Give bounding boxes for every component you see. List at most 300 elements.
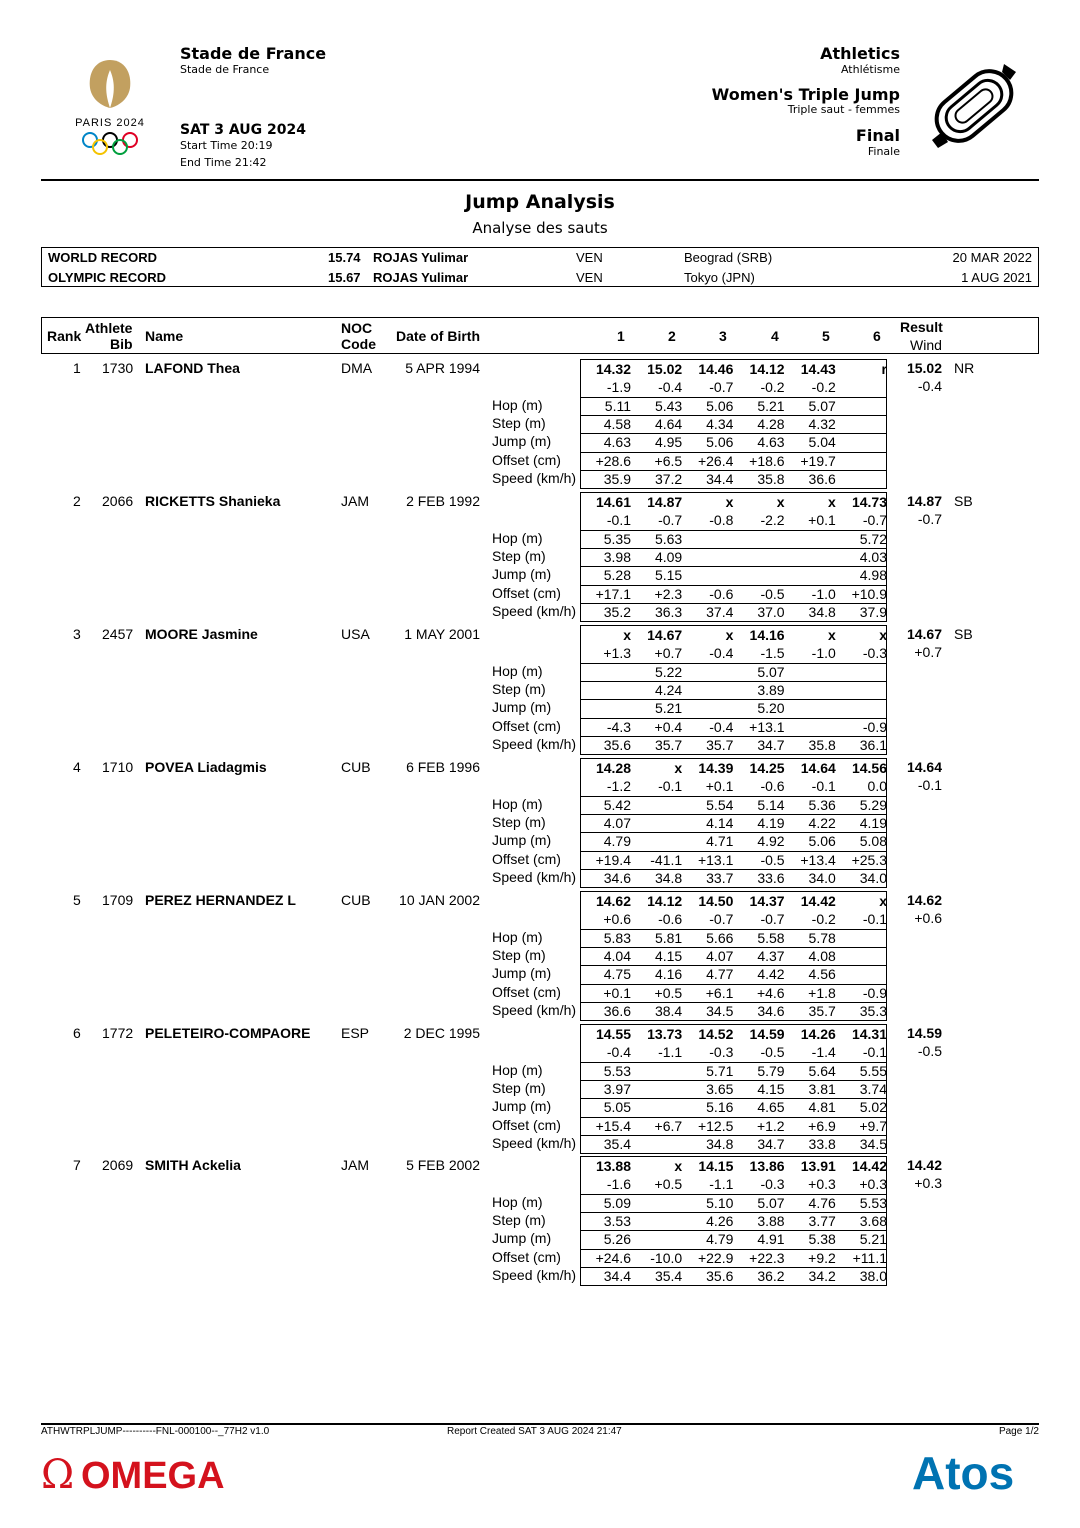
attempt-4-step: 3.88: [757, 1212, 785, 1229]
attempt-3-hop: 5.66: [706, 929, 734, 946]
footer-page-number: Page 1/2: [998, 1426, 1039, 1437]
attempt-1-offset: +24.6: [595, 1249, 631, 1266]
record-place: Beograd (SRB): [684, 250, 773, 265]
attempt-1-step: 3.98: [603, 548, 631, 565]
svg-text:OMEGA: OMEGA: [81, 1455, 225, 1496]
row-label: Offset (cm): [492, 451, 561, 468]
attempt-3-winds: -0.3: [709, 1044, 734, 1061]
attempt-2-jump: 4.95: [654, 434, 683, 451]
row-label: Hop (m): [492, 795, 543, 812]
attempt-4-winds: -2.2: [760, 512, 785, 529]
attempt-3-marks: x: [725, 627, 734, 643]
attempt-2-step: 4.64: [654, 415, 683, 432]
attempt-5-offset: +13.4: [800, 851, 836, 868]
attempt-6-speed: 37.9: [859, 603, 887, 620]
attempt-speed-row: [581, 1135, 886, 1153]
attempt-6-offset: -0.9: [862, 718, 887, 735]
record-label: OLYMPIC RECORD: [48, 270, 166, 285]
attempt-2-step: 4.24: [654, 681, 683, 698]
attempt-3-offset: -0.4: [709, 718, 734, 735]
attempt-1-jump: 4.63: [603, 434, 631, 451]
attempt-2-offset: +6.5: [654, 452, 683, 469]
attempt-3-jump: 5.06: [706, 434, 734, 451]
attempt-6-step: 3.68: [859, 1212, 887, 1229]
col-dob: Date of Birth: [396, 328, 480, 344]
attempt-winds-row: [581, 1043, 886, 1061]
athlete-name: LAFOND Thea: [145, 360, 240, 376]
attempt-2-winds: -1.1: [658, 1044, 683, 1061]
attempt-5-step: 4.32: [808, 415, 836, 432]
attempt-5-jump: 4.56: [808, 966, 836, 983]
attempt-5-speed: 34.2: [808, 1267, 836, 1284]
attempt-4-marks: 14.25: [749, 760, 785, 776]
attempt-5-winds: -1.4: [811, 1044, 836, 1061]
attempt-3-step: 4.07: [706, 947, 734, 964]
attempt-offset-row: [581, 1249, 886, 1267]
attempt-4-offset: -0.5: [760, 851, 785, 868]
attempt-4-jump: 4.63: [757, 434, 785, 451]
row-label: Step (m): [492, 1079, 546, 1096]
col-bib: Bib: [110, 336, 133, 352]
world-record-row: [42, 248, 1038, 268]
attempt-6-jump: 5.21: [859, 1231, 887, 1248]
attempt-6-speed: 35.3: [859, 1002, 887, 1019]
attempt-2-step: 4.09: [654, 548, 683, 565]
attempt-1-jump: 5.05: [603, 1099, 631, 1116]
attempt-3-winds: -1.1: [709, 1176, 734, 1193]
col-result: Result: [900, 319, 943, 335]
attempt-1-marks: 14.62: [595, 893, 631, 909]
attempt-1-hop: 5.83: [603, 929, 631, 946]
athlete-rank: 4: [73, 759, 81, 775]
athlete-block: [41, 891, 1039, 1023]
header-divider: [41, 179, 1039, 181]
attempt-hop-row: [581, 397, 886, 415]
row-label: Jump (m): [492, 566, 552, 583]
attempt-5-winds: -0.2: [811, 911, 836, 928]
attempt-1-speed: 36.6: [603, 1002, 631, 1019]
omega-logo: [41, 1450, 275, 1496]
row-label: Jump (m): [492, 1230, 552, 1247]
attempt-1-step: 4.58: [603, 415, 631, 432]
record-place: Tokyo (JPN): [684, 270, 755, 285]
attempt-4-hop: 5.14: [757, 796, 785, 813]
attempt-6-hop: 5.72: [859, 530, 887, 547]
attempt-4-marks: 14.12: [749, 361, 785, 377]
athlete-dob: 6 FEB 1996: [406, 759, 480, 775]
athlete-name: RICKETTS Shanieka: [145, 493, 281, 509]
attempt-4-hop: 5.07: [757, 663, 785, 680]
col-noc: NOC: [341, 320, 373, 336]
attempt-jump-row: [581, 832, 886, 850]
attempt-3-offset: +12.5: [697, 1117, 734, 1134]
attempt-2-offset: -41.1: [650, 851, 683, 868]
athlete-result-wind: +0.3: [914, 1175, 942, 1191]
attempt-marks-row: [581, 626, 886, 644]
attempt-2-marks: 14.12: [647, 893, 683, 909]
records-box: [41, 247, 1039, 287]
attempt-5-speed: 36.6: [808, 470, 836, 487]
attempt-5-offset: -1.0: [811, 585, 836, 602]
row-label: Speed (km/h): [492, 602, 577, 619]
attempt-1-offset: +15.4: [595, 1117, 631, 1134]
attempt-3-speed: 35.7: [706, 736, 734, 753]
attempt-3-speed: 34.8: [706, 1135, 734, 1152]
attempt-4-marks: 14.16: [749, 627, 785, 643]
attempt-6-offset: +10.9: [851, 585, 887, 602]
attempt-2-offset: +2.3: [654, 585, 683, 602]
attempt-2-marks: x: [674, 1158, 683, 1174]
attempt-5-offset: +9.2: [808, 1249, 836, 1266]
attempt-3-speed: 33.7: [706, 869, 734, 886]
attempt-6-marks: x: [879, 627, 887, 643]
attempt-2-marks: 15.02: [647, 361, 683, 377]
record-noc: VEN: [576, 270, 603, 285]
athlete-noc: DMA: [341, 360, 373, 376]
attempt-4-hop: 5.07: [757, 1194, 785, 1211]
athlete-bib: 2066: [102, 493, 134, 509]
attempt-4-marks: 13.86: [749, 1158, 785, 1174]
row-label: Offset (cm): [492, 850, 561, 867]
attempt-5-winds: -0.2: [811, 379, 836, 396]
row-label: Offset (cm): [492, 584, 561, 601]
olympic-record-row: [42, 268, 1038, 288]
attempt-4-speed: 34.7: [757, 1135, 785, 1152]
row-label: Jump (m): [492, 832, 552, 849]
attempt-4-offset: +4.6: [756, 984, 785, 1001]
attempt-3-offset: +26.4: [697, 452, 734, 469]
col-attempt-6: 6: [873, 328, 881, 344]
athlete-dob: 1 MAY 2001: [404, 626, 480, 642]
attempt-3-marks: 14.52: [698, 1026, 734, 1042]
attempt-5-hop: 4.76: [808, 1194, 836, 1211]
attempt-2-offset: +6.7: [654, 1117, 683, 1134]
attempt-3-hop: 5.54: [706, 796, 734, 813]
attempt-4-marks: x: [776, 494, 785, 510]
attempt-1-hop: 5.35: [603, 530, 631, 547]
attempt-4-jump: 4.92: [757, 833, 785, 850]
attempt-4-winds: -0.2: [760, 379, 785, 396]
svg-text:Ω: Ω: [41, 1452, 75, 1496]
row-label: Speed (km/h): [492, 1001, 577, 1018]
col-attempt-1: 1: [617, 328, 625, 344]
attempt-4-step: 4.15: [757, 1080, 785, 1097]
athlete-name: MOORE Jasmine: [145, 626, 258, 642]
phase-subtitle: Finale: [867, 145, 900, 158]
attempt-6-speed: 36.1: [859, 736, 887, 753]
attempt-3-speed: 35.6: [706, 1267, 734, 1284]
athlete-name: PEREZ HERNANDEZ L: [145, 892, 296, 908]
attempt-3-winds: -0.7: [709, 379, 734, 396]
record-holder: ROJAS Yulimar: [373, 270, 469, 285]
attempt-6-jump: 4.98: [859, 567, 887, 584]
attempt-5-offset: +6.9: [808, 1117, 836, 1134]
attempt-6-offset: +9.7: [859, 1117, 887, 1134]
attempt-6-hop: 5.29: [859, 796, 887, 813]
attempt-1-speed: 35.4: [603, 1135, 631, 1152]
attempt-6-winds: -0.1: [862, 911, 887, 928]
attempt-3-speed: 34.5: [706, 1002, 734, 1019]
attempt-step-row: [581, 1080, 886, 1098]
row-label: Offset (cm): [492, 1248, 561, 1265]
athlete-rank: 5: [73, 892, 81, 908]
attempt-4-step: 4.19: [757, 814, 785, 831]
attempt-1-step: 4.04: [603, 947, 631, 964]
attempt-speed-row: [581, 736, 886, 754]
attempt-2-hop: 5.43: [654, 397, 683, 414]
athlete-name: PELETEIRO-COMPAORE: [145, 1025, 311, 1041]
row-label: Step (m): [492, 680, 546, 697]
attempt-2-speed: 34.8: [654, 869, 683, 886]
attempt-3-jump: 4.79: [706, 1231, 734, 1248]
attempt-6-jump: 5.08: [859, 833, 887, 850]
attempt-hop-row: [581, 796, 886, 814]
athlete-record-note: NR: [954, 360, 975, 376]
row-label: Hop (m): [492, 1061, 543, 1078]
athlete-bib: 2457: [102, 626, 134, 642]
athlete-rank: 7: [73, 1157, 81, 1173]
attempt-1-offset: +17.1: [595, 585, 631, 602]
attempt-jump-row: [581, 965, 886, 983]
athletics-pictogram-icon: [926, 58, 1022, 154]
attempt-4-jump: 4.91: [757, 1231, 785, 1248]
athlete-block: [41, 1024, 1039, 1156]
attempt-3-winds: -0.7: [709, 911, 734, 928]
athlete-result: 14.64: [906, 759, 942, 775]
attempt-offset-row: [581, 984, 886, 1002]
athlete-record-note: SB: [954, 626, 973, 642]
attempt-offset-row: [581, 452, 886, 470]
attempt-4-hop: 5.58: [757, 929, 785, 946]
athlete-rank: 6: [73, 1025, 81, 1041]
athlete-result: 14.42: [906, 1157, 942, 1173]
attempt-5-marks: x: [828, 627, 836, 643]
event-subtitle: Triple saut - femmes: [787, 103, 900, 116]
attempt-5-jump: 5.06: [808, 833, 836, 850]
attempt-marks-row: [581, 1025, 886, 1043]
attempt-speed-row: [581, 470, 886, 488]
attempts-grid: [580, 359, 887, 489]
attempt-4-speed: 34.6: [757, 1002, 785, 1019]
col-name: Name: [145, 328, 184, 344]
attempt-1-offset: -4.3: [606, 718, 631, 735]
attempt-1-speed: 34.6: [603, 869, 631, 886]
col-attempt-3: 3: [719, 328, 727, 344]
attempt-6-step: 3.74: [859, 1080, 887, 1097]
attempt-2-step: 4.15: [654, 947, 683, 964]
attempt-5-winds: -1.0: [811, 645, 836, 662]
attempt-speed-row: [581, 603, 886, 621]
attempt-3-step: 4.26: [706, 1212, 734, 1229]
attempt-3-marks: x: [725, 494, 734, 510]
attempt-1-speed: 35.9: [603, 470, 631, 487]
athlete-result-wind: +0.6: [914, 910, 942, 926]
row-label: Speed (km/h): [492, 1134, 577, 1151]
attempt-jump-row: [581, 566, 886, 584]
attempt-4-winds: -0.7: [760, 911, 785, 928]
row-label: Hop (m): [492, 529, 543, 546]
attempt-6-winds: +0.3: [859, 1176, 887, 1193]
attempt-6-speed: 34.5: [859, 1135, 887, 1152]
attempt-offset-row: [581, 851, 886, 869]
attempt-1-hop: 5.53: [603, 1062, 631, 1079]
attempt-1-jump: 5.28: [603, 567, 631, 584]
attempt-4-speed: 36.2: [757, 1267, 785, 1284]
attempt-5-hop: 5.36: [808, 796, 836, 813]
attempt-4-step: 3.89: [757, 681, 785, 698]
attempt-6-hop: 5.53: [859, 1194, 887, 1211]
attempt-5-step: 4.22: [808, 814, 836, 831]
attempt-step-row: [581, 415, 886, 433]
attempt-4-offset: +1.2: [756, 1117, 785, 1134]
attempt-5-offset: +1.8: [808, 984, 836, 1001]
attempt-hop-row: [581, 1062, 886, 1080]
attempt-4-winds: -0.6: [760, 778, 785, 795]
row-label: Hop (m): [492, 662, 543, 679]
attempt-3-speed: 37.4: [706, 603, 734, 620]
attempt-speed-row: [581, 869, 886, 887]
attempt-1-marks: 14.61: [595, 494, 631, 510]
athlete-dob: 5 APR 1994: [405, 360, 480, 376]
attempt-1-offset: +28.6: [595, 452, 631, 469]
athlete-noc: JAM: [341, 1157, 369, 1173]
attempt-3-step: 3.65: [706, 1080, 734, 1097]
attempt-6-marks: 14.73: [851, 494, 887, 510]
attempt-2-marks: 14.87: [647, 494, 683, 510]
athlete-bib: 1709: [102, 892, 134, 908]
attempt-marks-row: [581, 360, 886, 378]
attempt-4-speed: 33.6: [757, 869, 785, 886]
venue-subtitle: Stade de France: [180, 63, 270, 76]
athlete-result: 14.59: [906, 1025, 942, 1041]
attempt-1-winds: +1.3: [603, 645, 631, 662]
athlete-bib: 1772: [102, 1025, 134, 1041]
attempt-6-winds: -0.7: [862, 512, 887, 529]
attempt-2-speed: 36.3: [654, 603, 683, 620]
row-label: Hop (m): [492, 1193, 543, 1210]
row-label: Offset (cm): [492, 1116, 561, 1133]
attempt-5-hop: 5.07: [808, 397, 836, 414]
attempt-2-jump: 4.16: [654, 966, 683, 983]
attempts-grid: [580, 625, 887, 755]
attempt-3-winds: -0.8: [709, 512, 734, 529]
athlete-result: 14.62: [906, 892, 942, 908]
attempt-6-winds: -0.3: [862, 645, 887, 662]
atos-logo: [912, 1447, 1042, 1497]
col-attempt-5: 5: [822, 328, 830, 344]
attempt-1-marks: 13.88: [595, 1158, 631, 1174]
attempt-winds-row: [581, 644, 886, 662]
attempt-5-jump: 5.04: [808, 434, 836, 451]
attempts-grid: [580, 1024, 887, 1154]
attempt-1-speed: 34.4: [603, 1267, 631, 1284]
attempt-3-hop: 5.71: [706, 1062, 734, 1079]
attempt-1-winds: -0.4: [606, 1044, 631, 1061]
attempt-2-offset: -10.0: [650, 1249, 683, 1266]
attempt-6-winds: 0.0: [867, 778, 887, 795]
attempt-6-hop: 5.55: [859, 1062, 887, 1079]
attempts-grid: [580, 891, 887, 1021]
attempt-hop-row: [581, 1194, 886, 1212]
attempt-3-marks: 14.50: [698, 893, 734, 909]
attempt-2-winds: -0.4: [658, 379, 683, 396]
attempt-1-marks: 14.32: [595, 361, 631, 377]
athlete-noc: CUB: [341, 892, 371, 908]
row-label: Jump (m): [492, 965, 552, 982]
record-noc: VEN: [576, 250, 603, 265]
footer-divider: [41, 1423, 1039, 1425]
attempt-6-speed: 38.0: [859, 1267, 887, 1284]
attempt-4-step: 4.28: [757, 415, 785, 432]
attempt-marks-row: [581, 759, 886, 777]
attempt-6-winds: -0.1: [862, 1044, 887, 1061]
row-label: Step (m): [492, 547, 546, 564]
attempt-5-speed: 35.7: [808, 1002, 836, 1019]
attempt-hop-row: [581, 663, 886, 681]
row-label: Jump (m): [492, 699, 552, 716]
attempt-1-winds: -1.2: [606, 778, 631, 795]
attempt-winds-row: [581, 777, 886, 795]
athlete-bib: 1710: [102, 759, 134, 775]
event-date: SAT 3 AUG 2024: [180, 122, 306, 138]
attempt-5-winds: +0.1: [808, 512, 836, 529]
athlete-result-wind: -0.7: [917, 511, 942, 527]
athlete-block: [41, 625, 1039, 757]
attempt-6-speed: 34.0: [859, 869, 887, 886]
athlete-noc: USA: [341, 626, 370, 642]
attempt-5-winds: +0.3: [808, 1176, 836, 1193]
attempt-3-marks: 14.46: [698, 361, 734, 377]
attempt-1-speed: 35.2: [603, 603, 631, 620]
athlete-result-wind: -0.4: [917, 378, 942, 394]
attempt-4-speed: 35.8: [757, 470, 785, 487]
attempt-hop-row: [581, 530, 886, 548]
attempt-2-jump: 5.15: [654, 567, 683, 584]
attempt-1-winds: +0.6: [603, 911, 631, 928]
attempt-4-marks: 14.37: [749, 893, 785, 909]
col-code: Code: [341, 336, 376, 352]
athlete-result: 15.02: [906, 360, 942, 376]
attempt-step-row: [581, 1212, 886, 1230]
athlete-dob: 5 FEB 2002: [406, 1157, 480, 1173]
attempt-2-offset: +0.4: [654, 718, 683, 735]
athlete-result-wind: -0.5: [917, 1043, 942, 1059]
attempt-jump-row: [581, 1098, 886, 1116]
attempts-grid: [580, 1156, 887, 1286]
end-time: End Time 21:42: [180, 156, 267, 169]
attempt-4-jump: 4.42: [757, 966, 785, 983]
attempts-grid: [580, 758, 887, 888]
attempt-3-hop: 5.10: [706, 1194, 734, 1211]
attempt-3-offset: +6.1: [705, 984, 734, 1001]
attempt-2-speed: 35.4: [654, 1267, 683, 1284]
svg-text:Atos: Atos: [912, 1447, 1015, 1497]
attempt-2-speed: 35.7: [654, 736, 683, 753]
attempt-4-offset: +13.1: [749, 718, 785, 735]
attempt-step-row: [581, 947, 886, 965]
athlete-bib: 2069: [102, 1157, 134, 1173]
row-label: Step (m): [492, 813, 546, 830]
attempt-1-marks: 14.28: [595, 760, 631, 776]
row-label: Hop (m): [492, 396, 543, 413]
attempt-2-marks: x: [674, 760, 683, 776]
athlete-rank: 3: [73, 626, 81, 642]
attempt-2-winds: +0.7: [654, 645, 683, 662]
attempt-offset-row: [581, 1117, 886, 1135]
attempt-jump-row: [581, 699, 886, 717]
col-attempt-4: 4: [771, 328, 779, 344]
attempt-winds-row: [581, 910, 886, 928]
